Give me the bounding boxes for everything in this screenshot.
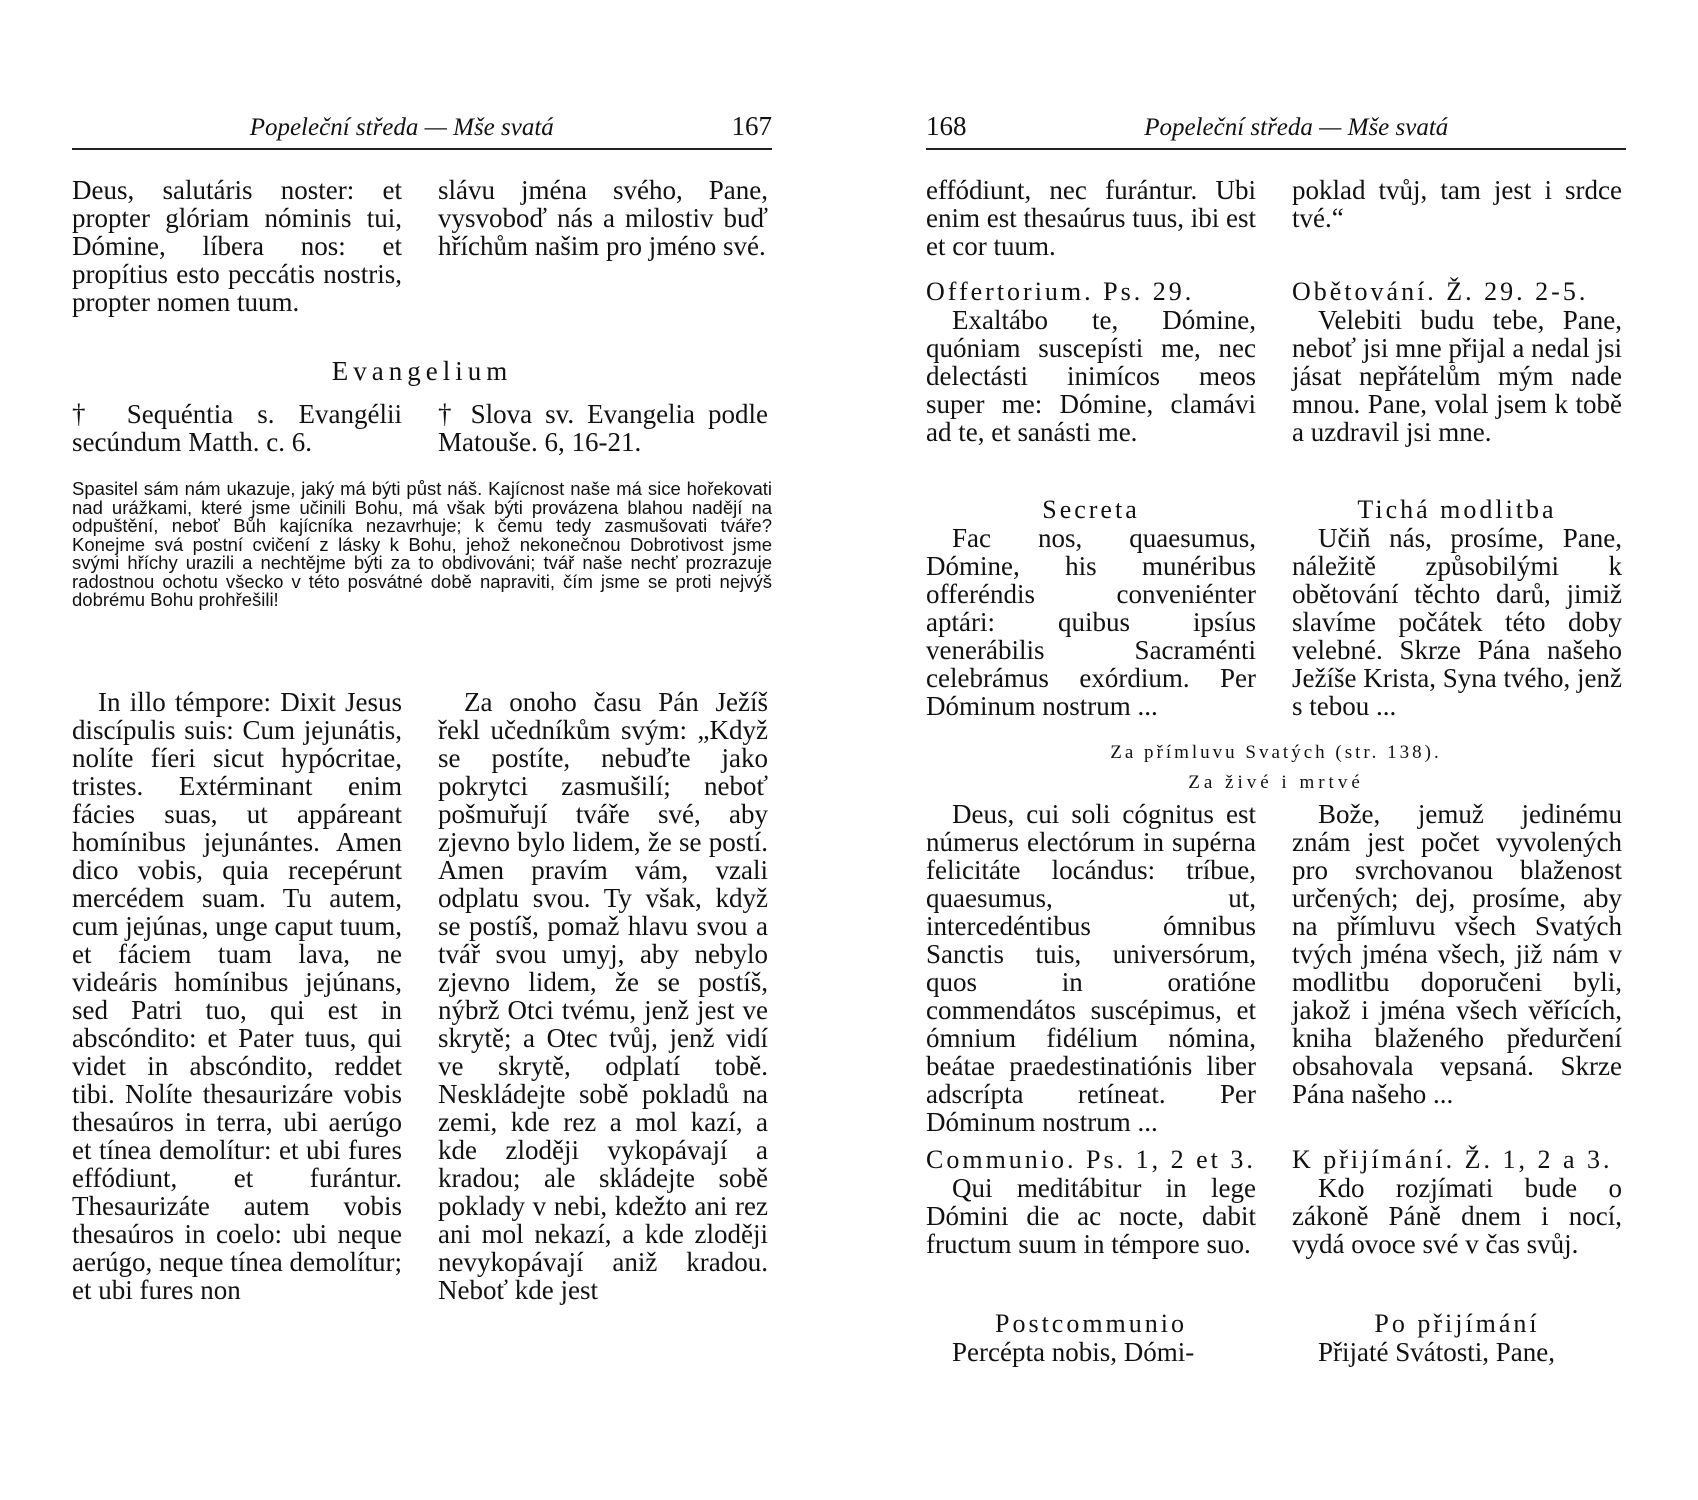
gospel-czech: Za onoho času Pán Ježíš řekl učedníkům svým: „Když se postíte, nebuďte jako pokrytci zasmušilí; neboť pošmuřují tváře své, aby zjevno bylo lidem, že se postí. Amen pravím vám, vzali odplatu svou. Ty však, když se postíš, pomaž hlavu svou a tvář svou umyj, aby nebylo zjevno lidem, že se postíš, nýbrž Otci tvému, jenž jest ve skrytě; a Otec tvůj, jenž vidí ve skrytě, odplatí tobě. Neskládejte sobě pokladů na zemi, kde rez a mol kazí, a kde zloději vykopávají a kradou; ale skládejte sobě poklady v nebi, kdežto ani rez ani mol nekazí, a kde zloději nevykopávají aniž kradou. Neboť kde jest <box>438 687 768 1305</box>
offertorium-latin: Exaltábo te, Dómine, quóniam suscepísti me, nec delectásti inimícos meos super me: Dómine, clamávi ad te, et sanásti me. <box>926 305 1256 447</box>
postcommunio-latin: Percépta nobis, Dómi- <box>952 1337 1195 1367</box>
czech-text: slávu jména svého, Pane, vysvoboď nás a milostiv buď hříchům našim pro jméno své. <box>438 175 768 261</box>
sequentia-czech: † Slova sv. Evangelia podle Matouše. 6, 16-21. <box>438 399 768 457</box>
za-primluvu-note: Za přímluvu Svatých (str. 138). <box>1110 742 1442 763</box>
right-page <box>849 0 1698 1500</box>
page-number: 167 <box>731 111 772 141</box>
evangelium-heading: Evangelium <box>331 356 513 386</box>
po-prijimani-column <box>1292 1310 1622 1366</box>
prayer-block <box>72 176 772 316</box>
ticha-column <box>1292 496 1622 720</box>
po-prijimani-czech: Přijaté Svátosti, Pane, <box>1318 1337 1555 1367</box>
obetovani-czech: Velebiti budu tebe, Pane, neboť jsi mne přijal a nedal jsi jásat nepřátelům mým nade mnou. Pane, volal jsem k tobě a uzdravil jsi mne. <box>1292 305 1622 447</box>
obetovani-column <box>1292 278 1622 446</box>
sequentia-latin: † Sequéntia s. Evangélii secúndum Matth. c. 6. <box>72 399 402 457</box>
postcommunio-block <box>926 1310 1626 1366</box>
ticha-heading: Tichá modlitba <box>1357 495 1557 524</box>
secreta-heading: Secreta <box>1042 495 1140 524</box>
boze-czech: Bože, jemuž jedinému znám jest počet vyvolených pro svrchovanou blaženost určených; dej, prosíme, aby na přímluvu všech Svatých tvých jména všech, již nám v modlitbu doporučeni byli, jakož i jména všech věřících, kniha blaženého předurčení obsahovala vepsaná. Skrze Pána našeho ... <box>1292 799 1622 1109</box>
zive-mrtve-block <box>926 800 1626 1136</box>
gospel-block <box>72 688 772 1304</box>
communio-latin: Qui meditábitur in lege Dómini die ac nocte, dabit fructum suum in témpore suo. <box>926 1173 1256 1259</box>
commentary-note: Spasitel sám nám ukazuje, jaký má býti půst náš. Kajícnost naše má sice hořekovati nad urážkami, které jsme učinili Bohu, má však býti provázena blahou nadějí na odpuštění, neboť Bůh kajícníka nezavrhuje; k čemu tedy zasmušovati tváře? Konejme svá postní cvičení z lásky k Bohu, jehož nekonečnou Dobrotivost jsme svými hříchy urazili a nechtějme býti za to obdivováni; tvář naše nechť prozrazuje radostnou ochotu všecko v této posvátné době napraviti, čím jsme se proti nejvýš dobrému Bohu prohřešili! <box>72 478 772 610</box>
communio-column <box>926 1146 1256 1258</box>
page-header <box>926 104 1626 150</box>
obetovani-heading: Obětování. Ž. 29. 2-5. <box>1292 277 1589 306</box>
ticha-czech: Učiň nás, prosíme, Pane, náležitě způsobilými k obětování těchto darů, jimiž slavíme počátek této doby velebné. Skrze Pána našeho Ježíše Krista, Syna tvého, jenž s tebou ... <box>1292 523 1622 721</box>
deus-latin: Deus, cui soli cógnitus est númerus electórum in supérna felicitáte locándus: tríbue, quaesumus, ut, intercedéntibus ómnibus Sanctis tuis, universórum, quos in oratióne commendátos suscépimus, et ómnium fidélium nómina, beátae praedestinatiónis liber adscrípta retíneat. Per Dóminum nostrum ... <box>926 799 1256 1137</box>
latin-text: effódiunt, nec furántur. Ubi enim est thesaúrus tuus, ibi est et cor tuum. <box>926 175 1256 261</box>
za-zive-heading: Za živé i mrtvé <box>1188 772 1364 793</box>
communio-block <box>926 1146 1626 1258</box>
sequentia-block <box>72 400 772 456</box>
prijimani-czech: Kdo rozjímati bude o zákoně Páně dnem i nocí, vydá ovoce své v čas svůj. <box>1292 1173 1622 1259</box>
header-title: Popeleční středa — Mše svatá <box>249 114 554 141</box>
postcommunio-column <box>926 1310 1256 1366</box>
po-prijimani-heading: Po přijímání <box>1374 1309 1540 1338</box>
latin-text: Deus, salutáris noster: et propter glóriam nóminis tui, Dómine, líbera nos: et propítius esto peccátis nostris, propter nomen tuum. <box>72 175 402 317</box>
offertorium-heading: Offertorium. Ps. 29. <box>926 277 1195 306</box>
postcommunio-heading: Postcommunio <box>994 1309 1187 1338</box>
page-header <box>72 104 772 150</box>
secreta-column <box>926 496 1256 720</box>
offertorium-column <box>926 278 1256 446</box>
czech-text: poklad tvůj, tam jest i srdce tvé.“ <box>1292 175 1622 233</box>
gospel-latin: In illo témpore: Dixit Jesus discípulis suis: Cum jejunátis, nolíte fíeri sicut hypócritae, tristes. Extérminant enim fácies suas, ut appáreant homínibus jejunántes. Amen dico vobis, quia recepérunt mercédem suam. Tu autem, cum jejúnas, unge caput tuum, et fáciem tuam lava, ne videáris homínibus jejúnans, sed Patri tuo, qui est in abscóndito: et Pater tuus, qui videt in abscóndito, reddet tibi. Nolíte thesaurizáre vobis thesaúros in terra, ubi aerúgo et tínea demolítur: et ubi fures effódiunt, et furántur. Thesaurizáte autem vobis thesaúros in coelo: ubi neque aerúgo, neque tínea demolítur; et ubi fures non <box>72 687 402 1305</box>
secreta-block <box>926 496 1626 720</box>
secreta-latin: Fac nos, quaesumus, Dómine, his munéribus offeréndis conveniénter aptári: quibus ipsíus venerábilis Sacraménti celebrámus exórdium. Per Dóminum nostrum ... <box>926 523 1256 721</box>
header-title: Popeleční středa — Mše svatá <box>1144 114 1449 141</box>
prijimani-heading: K přijímání. Ž. 1, 2 a 3. <box>1292 1145 1613 1174</box>
prijimani-column <box>1292 1146 1622 1258</box>
gospel-end-block <box>926 176 1626 260</box>
offertorium-block <box>926 278 1626 446</box>
communio-heading: Communio. Ps. 1, 2 et 3. <box>926 1145 1256 1174</box>
page-number: 168 <box>926 111 967 141</box>
